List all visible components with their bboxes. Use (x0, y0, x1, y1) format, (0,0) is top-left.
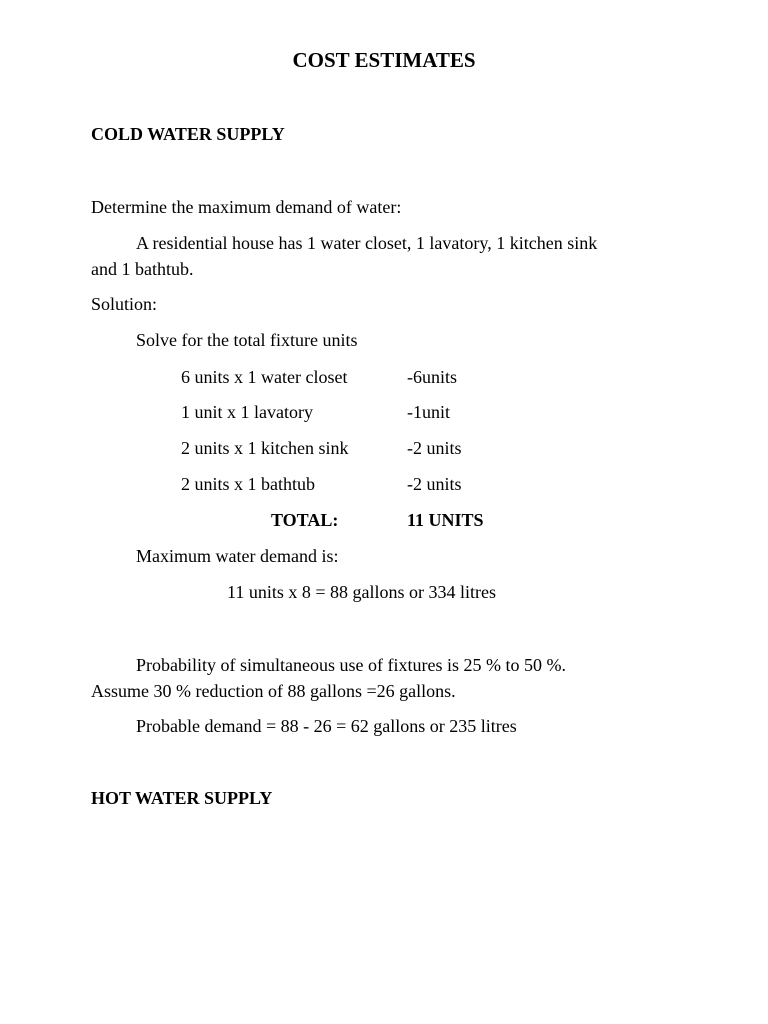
fixture-row-name: 2 units x 1 bathtub (181, 474, 315, 494)
total-value: 11 UNITS (407, 510, 484, 530)
page-title: COST ESTIMATES (292, 48, 476, 72)
fixture-row-value: -2 units (407, 474, 462, 494)
total-label: TOTAL: (271, 510, 339, 530)
section-heading-hot-water: HOT WATER SUPPLY (91, 788, 273, 808)
fixture-row-value: -1unit (407, 402, 450, 422)
intro-text: Determine the maximum demand of water: (91, 197, 402, 217)
fixture-row-value: -6units (407, 367, 458, 387)
fixture-row-name: 1 unit x 1 lavatory (181, 402, 313, 422)
probable-demand-text: Probable demand = 88 - 26 = 62 gallons or 235 litres (136, 716, 517, 736)
probability-text-line-1: Probability of simultaneous use of fixtures is 25 % to 50 %. (136, 655, 566, 675)
solve-instruction: Solve for the total fixture units (136, 330, 358, 350)
fixture-row-value: -2 units (407, 438, 462, 458)
solution-label: Solution: (91, 294, 158, 314)
fixture-row-name: 2 units x 1 kitchen sink (181, 438, 349, 458)
probability-text-line-2: Assume 30 % reduction of 88 gallons =26 gallons. (91, 681, 456, 701)
problem-text-line-2: and 1 bathtub. (91, 259, 194, 279)
max-demand-label: Maximum water demand is: (136, 546, 339, 566)
section-heading-cold-water: COLD WATER SUPPLY (91, 124, 285, 144)
max-demand-calculation: 11 units x 8 = 88 gallons or 334 litres (227, 582, 496, 602)
problem-text-line-1: A residential house has 1 water closet, 1 lavatory, 1 kitchen sink (136, 233, 598, 253)
fixture-row-name: 6 units x 1 water closet (181, 367, 348, 387)
